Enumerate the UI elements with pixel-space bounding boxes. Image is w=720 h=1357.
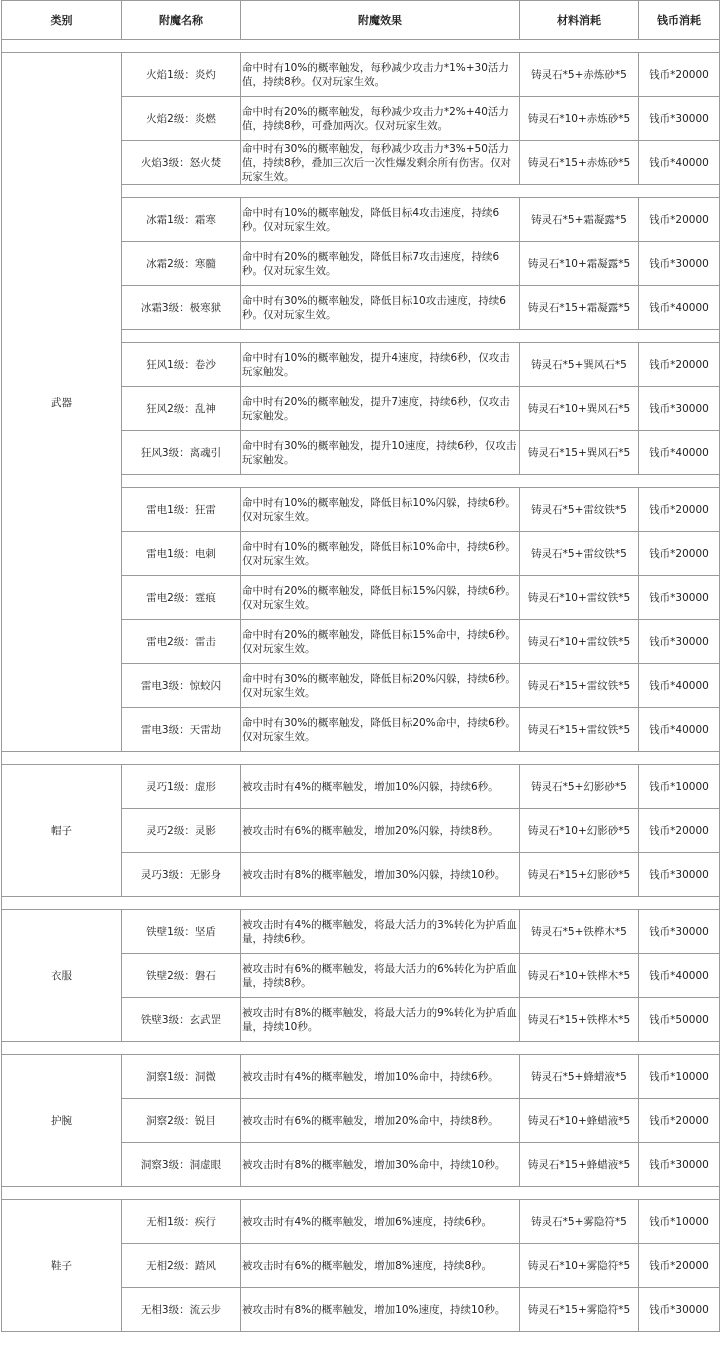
enchant-name-cell: 洞察2级：锐目 xyxy=(122,1099,241,1143)
material-cost-cell: 铸灵石*5+蜂蜡液*5 xyxy=(520,1055,639,1099)
enchant-effect-cell: 被攻击时有6%的概率触发，将最大活力的6%转化为护盾血量，持续8秒。 xyxy=(241,954,520,998)
coin-cost-cell: 钱币*20000 xyxy=(639,809,720,853)
enchant-name-cell: 灵巧1级：虚形 xyxy=(122,765,241,809)
table-row xyxy=(2,1055,720,1099)
enchant-effect-cell: 被攻击时有8%的概率触发，增加30%命中，持续10秒。 xyxy=(241,1143,520,1187)
table-row xyxy=(2,53,720,97)
enchant-name-cell: 雷电2级：霆痕 xyxy=(122,576,241,620)
enchant-name-cell: 冰霜2级：寒髓 xyxy=(122,242,241,286)
coin-cost-cell: 钱币*40000 xyxy=(639,708,720,752)
material-cost-cell: 铸灵石*15+巽风石*5 xyxy=(520,431,639,475)
enchant-name-cell: 铁壁3级：玄武罡 xyxy=(122,998,241,1042)
enchant-effect-cell: 命中时有10%的概率触发，降低目标10%闪躲，持续6秒。仅对玩家生效。 xyxy=(241,488,520,532)
header-material: 材料消耗 xyxy=(520,1,639,40)
material-cost-cell: 铸灵石*5+雾隐符*5 xyxy=(520,1200,639,1244)
material-cost-cell: 铸灵石*10+雷纹铁*5 xyxy=(520,620,639,664)
enchant-name-cell: 铁壁1级：坚盾 xyxy=(122,910,241,954)
coin-cost-cell: 钱币*30000 xyxy=(639,1288,720,1332)
enchant-effect-cell: 被攻击时有4%的概率触发，将最大活力的3%转化为护盾血量，持续6秒。 xyxy=(241,910,520,954)
enchant-name-cell: 雷电3级：天雷劫 xyxy=(122,708,241,752)
category-cell: 帽子 xyxy=(2,765,122,897)
material-cost-cell: 铸灵石*5+雷纹铁*5 xyxy=(520,532,639,576)
enchant-effect-cell: 命中时有20%的概率触发，降低目标15%命中，持续6秒。仅对玩家生效。 xyxy=(241,620,520,664)
material-cost-cell: 铸灵石*15+雷纹铁*5 xyxy=(520,664,639,708)
material-cost-cell: 铸灵石*5+铁桦木*5 xyxy=(520,910,639,954)
enchant-name-cell: 无相2级：踏风 xyxy=(122,1244,241,1288)
enchant-name-cell: 冰霜3级：极寒狱 xyxy=(122,286,241,330)
material-cost-cell: 铸灵石*15+蜂蜡液*5 xyxy=(520,1143,639,1187)
coin-cost-cell: 钱币*10000 xyxy=(639,1055,720,1099)
enchant-name-cell: 狂风1级：卷沙 xyxy=(122,343,241,387)
section-separator xyxy=(2,752,720,765)
material-cost-cell: 铸灵石*10+赤炼砂*5 xyxy=(520,97,639,141)
coin-cost-cell: 钱币*30000 xyxy=(639,853,720,897)
enchant-effect-cell: 命中时有10%的概率触发，降低目标10%命中，持续6秒。仅对玩家生效。 xyxy=(241,532,520,576)
enchant-effect-cell: 命中时有20%的概率触发，降低目标7攻击速度，持续6秒。仅对玩家生效。 xyxy=(241,242,520,286)
enchant-name-cell: 洞察1级：洞微 xyxy=(122,1055,241,1099)
enchant-name-cell: 火焰2级：炎燃 xyxy=(122,97,241,141)
header-effect: 附魔效果 xyxy=(241,1,520,40)
table-body xyxy=(2,40,720,1332)
enchant-effect-cell: 被攻击时有4%的概率触发，增加6%速度，持续6秒。 xyxy=(241,1200,520,1244)
enchant-name-cell: 雷电3级：惊蛟闪 xyxy=(122,664,241,708)
material-cost-cell: 铸灵石*5+幻影砂*5 xyxy=(520,765,639,809)
material-cost-cell: 铸灵石*5+赤炼砂*5 xyxy=(520,53,639,97)
enchant-effect-cell: 命中时有10%的概率触发，提升4速度，持续6秒，仅攻击玩家触发。 xyxy=(241,343,520,387)
category-cell: 衣服 xyxy=(2,910,122,1042)
material-cost-cell: 铸灵石*10+蜂蜡液*5 xyxy=(520,1099,639,1143)
coin-cost-cell: 钱币*40000 xyxy=(639,954,720,998)
enchant-name-cell: 铁壁2级：磐石 xyxy=(122,954,241,998)
category-cell: 护腕 xyxy=(2,1055,122,1187)
coin-cost-cell: 钱币*20000 xyxy=(639,532,720,576)
enchant-name-cell: 火焰3级：怒火焚 xyxy=(122,141,241,185)
enchant-effect-cell: 被攻击时有6%的概率触发，增加20%命中，持续8秒。 xyxy=(241,1099,520,1143)
coin-cost-cell: 钱币*40000 xyxy=(639,286,720,330)
material-cost-cell: 铸灵石*15+雷纹铁*5 xyxy=(520,708,639,752)
material-cost-cell: 铸灵石*15+雾隐符*5 xyxy=(520,1288,639,1332)
enchant-name-cell: 无相3级：流云步 xyxy=(122,1288,241,1332)
enchant-effect-cell: 命中时有30%的概率触发，降低目标20%命中，持续6秒。仅对玩家生效。 xyxy=(241,708,520,752)
header-row xyxy=(2,1,720,40)
enchant-effect-cell: 被攻击时有6%的概率触发，增加8%速度，持续8秒。 xyxy=(241,1244,520,1288)
enchant-name-cell: 雷电2级：雷击 xyxy=(122,620,241,664)
material-cost-cell: 铸灵石*15+霜凝露*5 xyxy=(520,286,639,330)
enchant-name-cell: 雷电1级：电刺 xyxy=(122,532,241,576)
table-row xyxy=(2,765,720,809)
enchant-effect-cell: 命中时有30%的概率触发，每秒减少攻击力*3%+50活力值，持续8秒，叠加三次后一次性爆发剩余所有伤害。仅对玩家生效。 xyxy=(241,141,520,185)
enchant-effect-cell: 被攻击时有8%的概率触发，增加30%闪躲，持续10秒。 xyxy=(241,853,520,897)
header-coins: 钱币消耗 xyxy=(639,1,720,40)
enchant-name-cell: 狂风3级：离魂引 xyxy=(122,431,241,475)
material-cost-cell: 铸灵石*5+霜凝露*5 xyxy=(520,198,639,242)
enchant-effect-cell: 命中时有20%的概率触发，降低目标15%闪躲，持续6秒。仅对玩家生效。 xyxy=(241,576,520,620)
enchant-name-cell: 狂风2级：乱神 xyxy=(122,387,241,431)
enchant-effect-cell: 被攻击时有8%的概率触发，将最大活力的9%转化为护盾血量，持续10秒。 xyxy=(241,998,520,1042)
coin-cost-cell: 钱币*20000 xyxy=(639,53,720,97)
enchant-name-cell: 洞察3级：洞虚眼 xyxy=(122,1143,241,1187)
material-cost-cell: 铸灵石*10+幻影砂*5 xyxy=(520,809,639,853)
coin-cost-cell: 钱币*30000 xyxy=(639,620,720,664)
enchant-name-cell: 雷电1级：狂雷 xyxy=(122,488,241,532)
material-cost-cell: 铸灵石*10+巽风石*5 xyxy=(520,387,639,431)
enchant-effect-cell: 命中时有10%的概率触发，降低目标4攻击速度，持续6秒。仅对玩家生效。 xyxy=(241,198,520,242)
category-cell: 武器 xyxy=(2,53,122,752)
material-cost-cell: 铸灵石*15+幻影砂*5 xyxy=(520,853,639,897)
section-separator xyxy=(2,1042,720,1055)
table-row xyxy=(2,1200,720,1244)
enchant-effect-cell: 命中时有30%的概率触发，降低目标10攻击速度，持续6秒。仅对玩家生效。 xyxy=(241,286,520,330)
enchant-table xyxy=(1,0,720,1332)
material-cost-cell: 铸灵石*15+赤炼砂*5 xyxy=(520,141,639,185)
section-separator xyxy=(2,897,720,910)
enchant-effect-cell: 被攻击时有8%的概率触发，增加10%速度，持续10秒。 xyxy=(241,1288,520,1332)
material-cost-cell: 铸灵石*10+雾隐符*5 xyxy=(520,1244,639,1288)
coin-cost-cell: 钱币*10000 xyxy=(639,765,720,809)
material-cost-cell: 铸灵石*10+铁桦木*5 xyxy=(520,954,639,998)
material-cost-cell: 铸灵石*5+雷纹铁*5 xyxy=(520,488,639,532)
coin-cost-cell: 钱币*50000 xyxy=(639,998,720,1042)
header-category: 类别 xyxy=(2,1,122,40)
coin-cost-cell: 钱币*30000 xyxy=(639,387,720,431)
coin-cost-cell: 钱币*30000 xyxy=(639,1143,720,1187)
enchant-effect-cell: 命中时有20%的概率触发，提升7速度，持续6秒，仅攻击玩家触发。 xyxy=(241,387,520,431)
material-cost-cell: 铸灵石*10+雷纹铁*5 xyxy=(520,576,639,620)
enchant-effect-cell: 命中时有30%的概率触发，提升10速度，持续6秒，仅攻击玩家触发。 xyxy=(241,431,520,475)
category-cell: 鞋子 xyxy=(2,1200,122,1332)
section-separator xyxy=(2,40,720,53)
coin-cost-cell: 钱币*20000 xyxy=(639,488,720,532)
enchant-effect-cell: 被攻击时有4%的概率触发，增加10%闪躲，持续6秒。 xyxy=(241,765,520,809)
enchant-effect-cell: 命中时有20%的概率触发，每秒减少攻击力*2%+40活力值，持续8秒，可叠加两次。仅对玩家生效。 xyxy=(241,97,520,141)
enchant-effect-cell: 命中时有30%的概率触发，降低目标20%闪躲，持续6秒。仅对玩家生效。 xyxy=(241,664,520,708)
material-cost-cell: 铸灵石*10+霜凝露*5 xyxy=(520,242,639,286)
coin-cost-cell: 钱币*20000 xyxy=(639,1099,720,1143)
coin-cost-cell: 钱币*20000 xyxy=(639,198,720,242)
coin-cost-cell: 钱币*30000 xyxy=(639,242,720,286)
coin-cost-cell: 钱币*20000 xyxy=(639,343,720,387)
enchant-name-cell: 灵巧3级：无影身 xyxy=(122,853,241,897)
coin-cost-cell: 钱币*30000 xyxy=(639,910,720,954)
coin-cost-cell: 钱币*30000 xyxy=(639,576,720,620)
enchant-name-cell: 冰霜1级：霜寒 xyxy=(122,198,241,242)
enchant-name-cell: 火焰1级：炎灼 xyxy=(122,53,241,97)
enchant-name-cell: 无相1级：疾行 xyxy=(122,1200,241,1244)
enchant-effect-cell: 被攻击时有6%的概率触发，增加20%闪躲，持续8秒。 xyxy=(241,809,520,853)
coin-cost-cell: 钱币*20000 xyxy=(639,1244,720,1288)
enchant-name-cell: 灵巧2级：灵影 xyxy=(122,809,241,853)
coin-cost-cell: 钱币*10000 xyxy=(639,1200,720,1244)
enchant-effect-cell: 被攻击时有4%的概率触发，增加10%命中，持续6秒。 xyxy=(241,1055,520,1099)
table-row xyxy=(2,910,720,954)
enchant-effect-cell: 命中时有10%的概率触发，每秒减少攻击力*1%+30活力值，持续8秒。仅对玩家生效。 xyxy=(241,53,520,97)
material-cost-cell: 铸灵石*5+巽风石*5 xyxy=(520,343,639,387)
material-cost-cell: 铸灵石*15+铁桦木*5 xyxy=(520,998,639,1042)
section-separator xyxy=(2,1187,720,1200)
coin-cost-cell: 钱币*40000 xyxy=(639,664,720,708)
coin-cost-cell: 钱币*40000 xyxy=(639,431,720,475)
header-name: 附魔名称 xyxy=(122,1,241,40)
coin-cost-cell: 钱币*30000 xyxy=(639,97,720,141)
coin-cost-cell: 钱币*40000 xyxy=(639,141,720,185)
